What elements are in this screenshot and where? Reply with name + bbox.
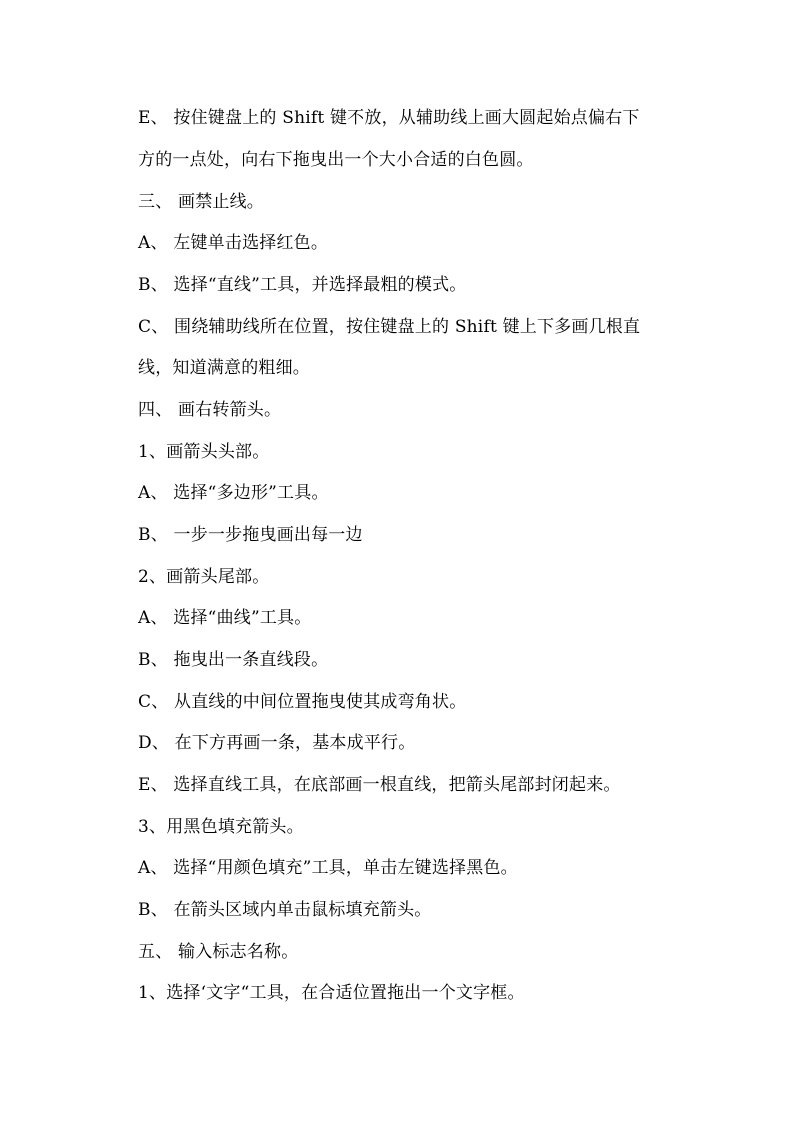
section-heading: 三、 画禁止线。	[138, 192, 265, 212]
text-line: A、 选择“曲线”工具。	[138, 608, 312, 628]
text-line: B、 拖曳出一条直线段。	[138, 650, 329, 670]
text-line: 1、选择‘文字“工具，在合适位置拖出一个文字框。	[138, 983, 525, 1003]
subheading: 3、用黑色填充箭头。	[138, 817, 304, 837]
text-line: E、 选择直线工具，在底部画一根直线，把箭头尾部封闭起来。	[138, 775, 621, 795]
text-line: C、 围绕辅助线所在位置，按住键盘上的 Shift 键上下多画几根直	[138, 317, 641, 337]
section-heading: 四、 画右转箭头。	[138, 400, 282, 420]
text-line: A、 选择“用颜色填充”工具，单击左键选择黑色。	[138, 858, 518, 878]
section-heading: 五、 输入标志名称。	[138, 942, 299, 962]
text-line: A、 选择“多边形”工具。	[138, 483, 329, 503]
text-line: B、 在箭头区域内单击鼠标填充箭头。	[138, 900, 432, 920]
text-line: B、 一步一步拖曳画出每一边	[138, 525, 363, 545]
text-line: B、 选择“直线”工具，并选择最粗的模式。	[138, 275, 467, 295]
subheading: 2、画箭头尾部。	[138, 567, 270, 587]
text-line: E、 按住键盘上的 Shift 键不放，从辅助线上画大圆起始点偏右下	[138, 108, 640, 128]
text-line: C、 从直线的中间位置拖曳使其成弯角状。	[138, 692, 467, 712]
subheading: 1、画箭头头部。	[138, 442, 270, 462]
text-line: 方的一点处，向右下拖曳出一个大小合适的白色圆。	[138, 150, 534, 170]
text-line: 线，知道满意的粗细。	[138, 358, 310, 378]
text-line: A、 左键单击选择红色。	[138, 233, 329, 253]
text-line: D、 在下方再画一条，基本成平行。	[138, 733, 416, 753]
